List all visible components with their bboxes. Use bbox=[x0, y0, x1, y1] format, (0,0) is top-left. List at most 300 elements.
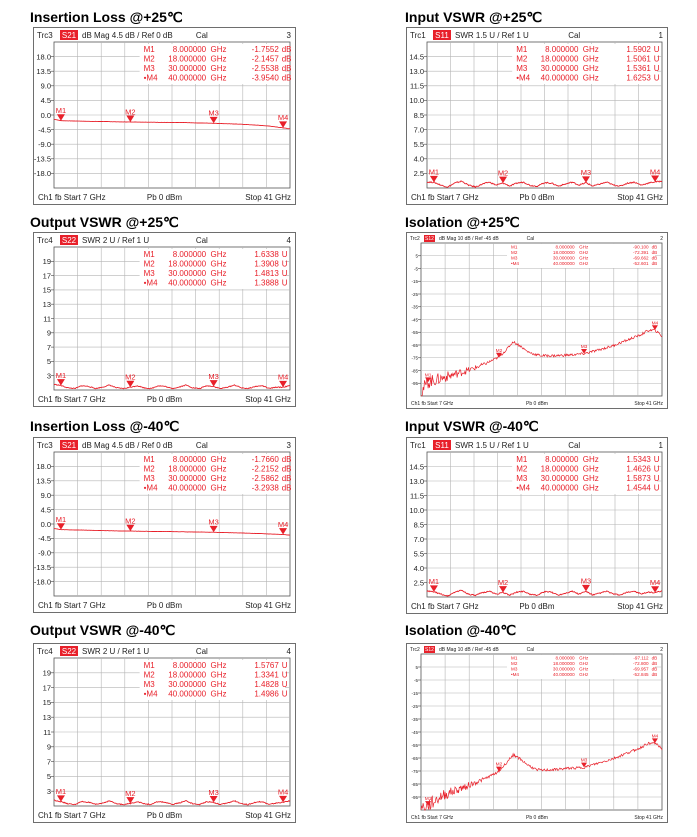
marker-label: M2 bbox=[497, 577, 509, 587]
chart-title-il40: Insertion Loss @-40℃ bbox=[30, 418, 180, 434]
marker-label: M3 bbox=[208, 371, 219, 381]
marker-row-unit: GHz bbox=[582, 474, 599, 483]
marker-row-unit: GHz bbox=[579, 655, 589, 661]
marker-label: M2 bbox=[125, 788, 136, 798]
y-tick-label: 8.5 bbox=[413, 520, 424, 530]
trace-id: Trc1 bbox=[410, 31, 426, 40]
y-tick-label: -18.0 bbox=[34, 577, 51, 587]
marker-row-value: -52.601 bbox=[633, 261, 649, 266]
marker-row-freq: 18.000000 bbox=[540, 54, 579, 64]
marker-row-unit: GHz bbox=[579, 661, 589, 666]
marker-row-name: M1 bbox=[511, 244, 518, 250]
y-tick-label: 5 bbox=[46, 772, 51, 782]
marker-row-value: -1.7552 bbox=[251, 45, 279, 54]
y-tick-label: -95 bbox=[411, 794, 418, 800]
marker-row-unit: GHz bbox=[579, 666, 589, 672]
channel-number: 3 bbox=[286, 31, 291, 40]
marker-row-unit: GHz bbox=[210, 278, 227, 288]
marker-row-vunit: dB bbox=[281, 45, 292, 54]
marker-row-unit: GHz bbox=[210, 269, 227, 278]
marker-row-value: -72.391 bbox=[633, 250, 649, 255]
marker-row-name: •M4 bbox=[516, 483, 531, 493]
y-tick-label: 3 bbox=[46, 371, 51, 381]
footer-start: Ch1 fb Start 7 GHz bbox=[411, 401, 454, 407]
marker-row-name: M2 bbox=[511, 250, 518, 255]
marker-row-name: •M4 bbox=[143, 483, 158, 493]
marker-row-name: M2 bbox=[143, 464, 155, 474]
marker-label: M1 bbox=[424, 797, 432, 803]
trace-id: Trc4 bbox=[37, 647, 53, 656]
marker-row-name: M3 bbox=[143, 269, 155, 278]
y-tick-label: 9.0 bbox=[40, 81, 51, 91]
marker-row-name: M3 bbox=[143, 680, 155, 689]
y-tick-label: 9 bbox=[46, 328, 51, 338]
marker-row-freq: 30.000000 bbox=[168, 680, 207, 689]
chart-svg-vin40 bbox=[407, 438, 667, 613]
chart-svg-vout40 bbox=[34, 644, 295, 822]
y-tick-label: -13.5 bbox=[34, 563, 51, 572]
y-tick-label: -15 bbox=[411, 279, 418, 284]
y-tick-label: -55 bbox=[411, 330, 418, 335]
marker-row-vunit: dB bbox=[651, 666, 658, 672]
trace-id: Trc2 bbox=[410, 647, 420, 653]
format-label: dB Mag 10 dB / Ref -45 dB bbox=[439, 236, 499, 242]
marker-label: M2 bbox=[497, 168, 509, 178]
marker-row-value: 1.6253 bbox=[626, 73, 651, 83]
marker-row-value: -90.100 bbox=[633, 244, 649, 250]
marker-label: M4 bbox=[651, 734, 659, 740]
marker-row-vunit: dB bbox=[651, 261, 658, 266]
marker-row-unit: GHz bbox=[210, 464, 227, 474]
footer-stop: Stop 41 GHz bbox=[617, 602, 663, 611]
trace-id: Trc2 bbox=[410, 236, 420, 242]
marker-row-name: •M4 bbox=[516, 73, 531, 83]
format-label: dB Mag 4.5 dB / Ref 0 dB bbox=[82, 441, 173, 450]
y-tick-label: -9.0 bbox=[38, 548, 51, 558]
marker-row-vunit: U bbox=[281, 661, 288, 670]
marker-label: M1 bbox=[428, 577, 440, 587]
marker-row-freq: 8.000000 bbox=[172, 45, 207, 54]
marker-row-name: M2 bbox=[143, 259, 155, 269]
marker-row-freq: 8.000000 bbox=[172, 661, 207, 670]
y-tick-label: -55 bbox=[411, 742, 418, 748]
marker-row-unit: GHz bbox=[582, 464, 599, 474]
channel-number: 2 bbox=[660, 647, 663, 653]
cal-label: Cal bbox=[568, 441, 581, 450]
y-tick-label: 13.5 bbox=[36, 67, 51, 76]
y-tick-label: -18.0 bbox=[34, 169, 51, 179]
cal-label: Cal bbox=[526, 236, 535, 242]
marker-row-freq: 8.000000 bbox=[172, 250, 207, 259]
marker-row-value: 1.3908 bbox=[254, 259, 279, 269]
marker-row-name: M3 bbox=[143, 474, 155, 483]
marker-row-vunit: U bbox=[653, 73, 660, 83]
marker-row-vunit: U bbox=[653, 464, 660, 474]
chart-svg-vout25 bbox=[34, 233, 295, 406]
marker-row-vunit: dB bbox=[651, 250, 658, 255]
marker-row-name: M2 bbox=[511, 661, 518, 666]
marker-row-name: •M4 bbox=[511, 672, 519, 677]
y-tick-label: -85 bbox=[411, 368, 418, 374]
marker-row-value: -69.662 bbox=[633, 255, 649, 261]
y-tick-label: 5 bbox=[415, 253, 418, 259]
marker-row-name: M3 bbox=[511, 255, 518, 261]
y-tick-label: 5 bbox=[46, 357, 51, 367]
y-tick-label: 19 bbox=[42, 257, 51, 267]
marker-row-vunit: U bbox=[281, 680, 288, 689]
marker-label: M3 bbox=[208, 108, 219, 118]
marker-row-value: 1.5343 bbox=[626, 455, 651, 464]
marker-row-unit: GHz bbox=[210, 45, 227, 54]
footer-stop: Stop 41 GHz bbox=[245, 811, 291, 820]
chart-title-il25: Insertion Loss @+25℃ bbox=[30, 9, 183, 25]
param-label: S22 bbox=[61, 236, 77, 245]
marker-row-vunit: U bbox=[281, 269, 288, 278]
marker-row-freq: 30.000000 bbox=[168, 269, 207, 278]
marker-row-unit: GHz bbox=[210, 73, 227, 83]
marker-row-unit: GHz bbox=[210, 64, 227, 73]
y-tick-label: -13.5 bbox=[34, 154, 51, 164]
marker-row-value: -97.112 bbox=[633, 655, 649, 661]
y-tick-label: 10.0 bbox=[409, 505, 424, 515]
footer-power: Pb 0 dBm bbox=[519, 193, 555, 202]
marker-row-unit: GHz bbox=[210, 689, 227, 699]
marker-row-value: 1.4828 bbox=[254, 680, 279, 689]
marker-triangle bbox=[210, 526, 218, 532]
marker-triangle bbox=[126, 525, 134, 531]
marker-label: M3 bbox=[208, 517, 219, 527]
y-tick-label: 13 bbox=[42, 300, 51, 309]
param-label: S12 bbox=[425, 647, 434, 653]
marker-row-name: M2 bbox=[516, 464, 528, 474]
marker-row-name: M2 bbox=[143, 54, 155, 64]
footer-start: Ch1 fb Start 7 GHz bbox=[38, 193, 106, 202]
marker-row-unit: GHz bbox=[582, 45, 599, 54]
y-tick-label: 19 bbox=[42, 668, 51, 678]
marker-triangle bbox=[279, 121, 287, 127]
y-tick-label: 13.5 bbox=[36, 476, 51, 486]
format-label: SWR 1.5 U / Ref 1 U bbox=[455, 441, 529, 450]
marker-row-value: -2.5538 bbox=[251, 64, 279, 73]
footer-stop: Stop 41 GHz bbox=[617, 193, 663, 202]
marker-row-freq: 18.000000 bbox=[168, 259, 207, 269]
marker-row-vunit: U bbox=[281, 259, 288, 269]
marker-row-vunit: U bbox=[281, 689, 288, 699]
y-tick-label: 18.0 bbox=[36, 462, 51, 472]
chart-title-vin40: Input VSWR @-40℃ bbox=[405, 418, 539, 434]
marker-row-vunit: dB bbox=[651, 655, 658, 661]
marker-row-freq: 40.000000 bbox=[168, 483, 207, 493]
marker-row-unit: GHz bbox=[582, 73, 599, 83]
footer-stop: Stop 41 GHz bbox=[634, 815, 663, 821]
marker-row-vunit: U bbox=[281, 250, 288, 259]
footer-power: Pb 0 dBm bbox=[146, 193, 183, 202]
y-tick-label: 3 bbox=[46, 787, 51, 796]
marker-label: M2 bbox=[495, 348, 503, 354]
marker-row-vunit: dB bbox=[281, 73, 292, 83]
marker-row-freq: 8.000000 bbox=[172, 455, 207, 464]
marker-row-unit: GHz bbox=[579, 261, 589, 266]
marker-triangle bbox=[126, 116, 134, 122]
channel-number: 4 bbox=[286, 647, 291, 656]
y-tick-label: 13.0 bbox=[409, 67, 424, 76]
param-label: S21 bbox=[61, 441, 77, 450]
marker-label: M1 bbox=[428, 167, 440, 177]
marker-row-name: M1 bbox=[516, 45, 528, 54]
y-tick-label: 4.5 bbox=[40, 505, 51, 515]
marker-row-name: •M4 bbox=[143, 689, 158, 699]
param-label: S11 bbox=[435, 31, 449, 40]
footer-power: Pb 0 dBm bbox=[526, 401, 548, 407]
marker-row-unit: GHz bbox=[210, 483, 227, 493]
marker-row-value: -3.2938 bbox=[251, 483, 279, 493]
marker-row-value: -52.845 bbox=[633, 672, 649, 677]
y-tick-label: -65 bbox=[411, 755, 418, 761]
y-tick-label: -25 bbox=[411, 703, 418, 709]
marker-label: M4 bbox=[649, 167, 661, 177]
footer-start: Ch1 fb Start 7 GHz bbox=[411, 602, 479, 611]
vna-panel-iso25 bbox=[406, 232, 668, 409]
marker-row-freq: 8.000000 bbox=[545, 45, 579, 54]
marker-row-freq: 30.000000 bbox=[552, 666, 575, 672]
vna-panel-iso40 bbox=[406, 643, 668, 823]
marker-row-value: 1.5902 bbox=[626, 45, 651, 54]
marker-row-unit: GHz bbox=[210, 54, 227, 64]
marker-row-value: 1.6338 bbox=[254, 250, 279, 259]
footer-stop: Stop 41 GHz bbox=[245, 193, 291, 202]
marker-row-vunit: dB bbox=[281, 483, 292, 493]
cal-label: Cal bbox=[526, 647, 535, 653]
footer-start: Ch1 fb Start 7 GHz bbox=[38, 395, 106, 404]
y-tick-label: 0.0 bbox=[40, 110, 51, 120]
y-tick-label: 18.0 bbox=[36, 52, 51, 62]
format-label: dB Mag 4.5 dB / Ref 0 dB bbox=[82, 31, 173, 40]
y-tick-label: 11.5 bbox=[409, 81, 424, 91]
marker-label: M1 bbox=[55, 515, 67, 525]
marker-row-freq: 40.000000 bbox=[540, 73, 579, 83]
marker-row-name: M3 bbox=[143, 64, 155, 73]
y-tick-label: 9 bbox=[46, 742, 51, 752]
marker-label: M4 bbox=[277, 113, 289, 123]
channel-number: 1 bbox=[658, 31, 663, 40]
vna-panel-vin25 bbox=[406, 27, 668, 205]
cal-label: Cal bbox=[195, 441, 208, 450]
marker-row-freq: 30.000000 bbox=[540, 64, 579, 73]
marker-row-freq: 30.000000 bbox=[168, 64, 207, 73]
y-tick-label: 0.0 bbox=[40, 519, 51, 529]
format-label: dB Mag 10 dB / Ref -45 dB bbox=[439, 647, 499, 653]
marker-row-vunit: dB bbox=[281, 464, 292, 474]
marker-label: M1 bbox=[55, 787, 67, 797]
channel-number: 1 bbox=[658, 441, 663, 450]
footer-power: Pb 0 dBm bbox=[146, 601, 183, 610]
marker-label: M4 bbox=[651, 321, 659, 327]
trace-id: Trc3 bbox=[37, 441, 53, 450]
marker-label: M2 bbox=[495, 762, 503, 768]
marker-triangle bbox=[430, 585, 438, 591]
y-tick-label: -75 bbox=[411, 355, 418, 361]
y-tick-label: 15 bbox=[42, 698, 51, 708]
marker-row-freq: 40.000000 bbox=[552, 672, 575, 677]
y-tick-label: 4.5 bbox=[40, 96, 51, 106]
y-tick-label: -25 bbox=[411, 291, 418, 297]
cal-label: Cal bbox=[195, 236, 208, 245]
marker-row-value: 1.5061 bbox=[626, 54, 651, 64]
marker-row-value: 1.4813 bbox=[254, 269, 279, 278]
y-tick-label: -5 bbox=[413, 266, 418, 272]
marker-row-unit: GHz bbox=[579, 255, 589, 261]
marker-label: M3 bbox=[580, 345, 588, 351]
cal-label: Cal bbox=[568, 31, 581, 40]
marker-row-value: 1.4544 bbox=[626, 483, 651, 493]
y-tick-label: -65 bbox=[411, 342, 418, 348]
marker-row-name: M1 bbox=[143, 661, 155, 670]
marker-row-value: -69.957 bbox=[633, 666, 649, 672]
marker-row-unit: GHz bbox=[582, 64, 599, 73]
marker-row-name: •M4 bbox=[143, 73, 158, 83]
y-tick-label: 15 bbox=[42, 285, 51, 295]
y-tick-label: -85 bbox=[411, 781, 418, 787]
marker-row-vunit: dB bbox=[651, 661, 658, 666]
marker-row-freq: 40.000000 bbox=[540, 483, 579, 493]
marker-row-unit: GHz bbox=[210, 670, 227, 680]
y-tick-label: 17 bbox=[42, 271, 51, 281]
marker-row-freq: 30.000000 bbox=[540, 474, 579, 483]
y-tick-label: 7 bbox=[46, 757, 51, 767]
marker-label: M1 bbox=[55, 106, 67, 116]
marker-label: M2 bbox=[125, 372, 136, 382]
chart-title-vout25: Output VSWR @+25℃ bbox=[30, 214, 179, 230]
marker-label: M3 bbox=[580, 758, 588, 764]
format-label: SWR 2 U / Ref 1 U bbox=[82, 647, 150, 656]
chart-title-vout40: Output VSWR @-40℃ bbox=[30, 622, 176, 638]
channel-number: 2 bbox=[660, 236, 663, 242]
footer-stop: Stop 41 GHz bbox=[634, 401, 663, 407]
marker-row-name: M1 bbox=[143, 250, 155, 259]
param-label: S12 bbox=[425, 236, 434, 242]
y-tick-label: 7 bbox=[46, 342, 51, 352]
marker-label: M3 bbox=[580, 168, 592, 178]
marker-row-vunit: U bbox=[281, 278, 288, 288]
marker-row-vunit: dB bbox=[281, 474, 292, 483]
marker-label: M2 bbox=[125, 516, 136, 526]
marker-row-unit: GHz bbox=[582, 455, 599, 464]
y-tick-label: 17 bbox=[42, 683, 51, 693]
marker-row-unit: GHz bbox=[210, 455, 227, 464]
format-label: SWR 1.5 U / Ref 1 U bbox=[455, 31, 529, 40]
marker-row-freq: 18.000000 bbox=[552, 250, 575, 255]
vna-panel-il40 bbox=[33, 437, 296, 613]
marker-row-freq: 18.000000 bbox=[168, 670, 207, 680]
marker-row-value: 1.4986 bbox=[254, 689, 279, 699]
y-tick-label: 5.5 bbox=[413, 549, 424, 559]
y-tick-label: -5 bbox=[413, 677, 418, 683]
marker-row-freq: 18.000000 bbox=[168, 54, 207, 64]
footer-start: Ch1 fb Start 7 GHz bbox=[38, 811, 106, 820]
marker-row-name: M1 bbox=[143, 455, 155, 464]
marker-row-freq: 18.000000 bbox=[168, 464, 207, 474]
marker-label: M4 bbox=[649, 578, 661, 588]
marker-triangle bbox=[57, 523, 65, 529]
y-tick-label: -35 bbox=[411, 304, 418, 310]
marker-row-unit: GHz bbox=[579, 672, 589, 677]
marker-row-vunit: dB bbox=[651, 672, 658, 677]
param-label: S21 bbox=[61, 31, 77, 40]
marker-row-freq: 18.000000 bbox=[540, 464, 579, 474]
marker-triangle bbox=[210, 380, 218, 386]
format-label: SWR 2 U / Ref 1 U bbox=[82, 236, 150, 245]
chart-svg-vin25 bbox=[407, 28, 667, 204]
y-tick-label: -9.0 bbox=[38, 140, 51, 149]
y-tick-label: -45 bbox=[411, 317, 418, 323]
chart-svg-iso25 bbox=[407, 233, 667, 408]
y-tick-label: -95 bbox=[411, 381, 418, 386]
marker-label: M3 bbox=[208, 787, 219, 797]
marker-row-name: •M4 bbox=[511, 261, 519, 266]
cal-label: Cal bbox=[195, 647, 208, 656]
marker-row-value: -3.9540 bbox=[251, 73, 279, 83]
marker-row-vunit: U bbox=[653, 474, 660, 483]
channel-number: 4 bbox=[286, 236, 291, 245]
marker-row-unit: GHz bbox=[579, 250, 589, 255]
marker-triangle bbox=[210, 117, 218, 123]
marker-row-freq: 30.000000 bbox=[168, 474, 207, 483]
marker-row-vunit: U bbox=[653, 483, 660, 493]
param-label: S22 bbox=[61, 647, 77, 656]
marker-row-vunit: dB bbox=[281, 54, 292, 64]
marker-label: M4 bbox=[277, 519, 289, 529]
marker-row-freq: 18.000000 bbox=[552, 661, 575, 666]
marker-label: M1 bbox=[55, 370, 67, 380]
cal-label: Cal bbox=[195, 31, 208, 40]
marker-row-freq: 8.000000 bbox=[545, 455, 579, 464]
chart-title-iso25: Isolation @+25℃ bbox=[405, 214, 520, 230]
y-tick-label: 11 bbox=[43, 727, 51, 737]
marker-row-vunit: dB bbox=[651, 255, 658, 261]
footer-start: Ch1 fb Start 7 GHz bbox=[411, 815, 454, 821]
marker-triangle bbox=[582, 176, 590, 182]
vna-panel-vout25 bbox=[33, 232, 296, 407]
chart-svg-iso40 bbox=[407, 644, 667, 822]
y-tick-label: -35 bbox=[411, 716, 418, 722]
marker-row-value: 1.5361 bbox=[626, 64, 651, 73]
marker-label: M4 bbox=[277, 787, 289, 797]
marker-row-freq: 40.000000 bbox=[168, 278, 207, 288]
marker-row-unit: GHz bbox=[210, 474, 227, 483]
marker-label: M4 bbox=[277, 372, 289, 382]
marker-row-freq: 40.000000 bbox=[552, 261, 575, 266]
y-tick-label: 9.0 bbox=[40, 491, 51, 500]
y-tick-label: 5 bbox=[415, 664, 418, 670]
y-tick-label: 8.5 bbox=[413, 110, 424, 120]
marker-row-value: 1.3888 bbox=[254, 278, 279, 288]
marker-row-unit: GHz bbox=[210, 680, 227, 689]
marker-row-value: -2.5862 bbox=[251, 474, 279, 483]
marker-row-name: •M4 bbox=[143, 278, 158, 288]
marker-row-freq: 8.000000 bbox=[555, 244, 575, 250]
y-tick-label: -4.5 bbox=[38, 534, 51, 544]
chart-svg-il25 bbox=[34, 28, 295, 204]
marker-row-value: 1.5767 bbox=[254, 661, 279, 670]
chart-title-vin25: Input VSWR @+25℃ bbox=[405, 9, 543, 25]
marker-triangle bbox=[279, 528, 287, 534]
vna-panel-il25 bbox=[33, 27, 296, 205]
y-tick-label: -45 bbox=[411, 729, 418, 735]
marker-row-value: -1.7660 bbox=[251, 455, 279, 464]
marker-row-value: 1.3341 bbox=[254, 670, 279, 680]
marker-row-freq: 8.000000 bbox=[555, 655, 575, 661]
footer-power: Pb 0 dBm bbox=[146, 395, 183, 404]
